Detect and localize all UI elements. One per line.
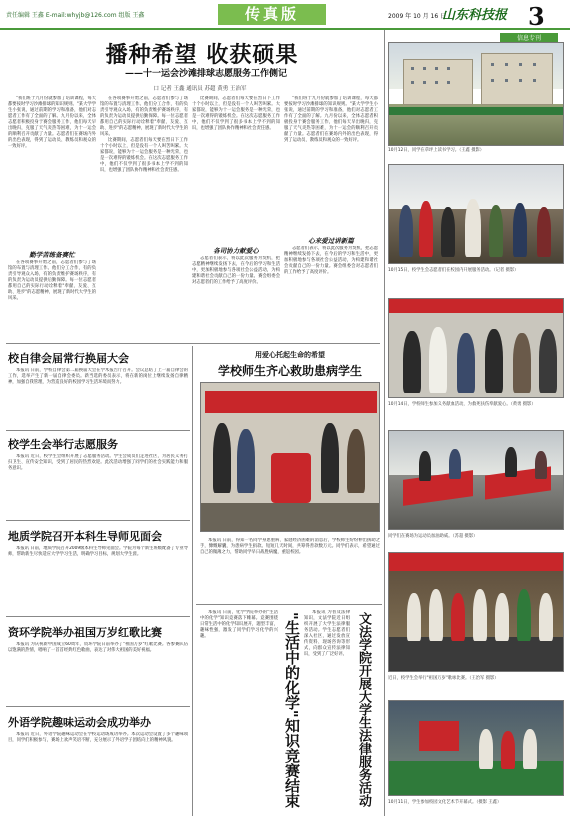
article-body <box>8 732 188 814</box>
lead-paragraph: "我们班于九月份就参加了培训课程，每天都要按时学习沙滩排球的知识规则。"某大学学生小张说，通过前期的学习和准备，他们对志愿者工作有了全面的了解。九月份以来，全体志愿者积极投身于赛会服务工作，他们每天早出晚归，克服了天气炎热等困难，为十一运会的顺利召开贡献了力量。志愿者们在赛场内外的出色表现，得到了运动员、教练员和观众的一致好评。 <box>8 96 96 149</box>
volunteer-photo <box>388 164 564 264</box>
lead-subhead-1: 勤学苦练备赛忙 <box>29 251 75 259</box>
article-text: 本报讯 为庆祝新中国成立60周年，资环学院日前举办了"祖国万岁"红歌比赛。各参赛队伍以饱满的热情，唱响了一首首经典红色歌曲，表达了对伟大祖国的美好祝福。 <box>8 642 188 653</box>
vertical-headline: "生活中的化学"知识竞赛结束 <box>283 612 301 808</box>
lead-paragraph: 志愿者们表示，将以此次服务为契机，把志愿精神继续发扬下去，在今后的学习和生活中，更加积极地参与各项社会公益活动，为构建和谐社会贡献自己的一份力量。赛会组委会对志愿者们的工作给予了高度评价。 <box>284 246 378 275</box>
article-headline: 地质学院召开本科生导师见面会 <box>8 530 162 543</box>
lead-column-3b <box>192 256 280 340</box>
cheering-photo <box>388 430 564 530</box>
lead-subheadline: ——十一运会沙滩排球志愿服务工作侧记 <box>124 69 287 79</box>
lead-paragraph: 志愿者们表示，将以此次服务为契机，把志愿精神继续发扬下去，在今后的学习和生活中，更加积极地参与各项社会公益活动，为构建和谐社会贡献自己的一份力量。赛会组委会对志愿者们的工作给予了高度评价。 <box>192 256 280 285</box>
lead-column-1 <box>8 96 96 248</box>
lead-paragraph: 比赛期间，志愿者们每天要在烈日下工作十个小时以上，但是没有一个人叫苦叫累。大家都说，能够为十一运会服务是一种光荣，也是一次难得的锻炼机会。在这次志愿服务工作中，他们不仅学到了很多书本上学不到的知识，也增强了团队协作精神和社会责任感。 <box>192 96 280 131</box>
photo-caption: 10月12日，同学在草坪上读书学习。（王鑫 摄影） <box>388 148 485 153</box>
lead-paragraph: 在各项赛事开始之前，志愿者们参与了场馆的布置与清理工作。他们分工合作，有的负责引导观众入场，有的负责维护赛场秩序，有的负责为运动员提供后勤保障。每一位志愿者都用自己的实际行动诠释着"奉献、友爱、互助、进步"的志愿精神，展现了新时代大学生的风采。 <box>100 96 188 137</box>
feature-body <box>200 538 380 600</box>
article-text: 本报讯 日前，得知一名同学身患重病、家庭经济困难的消息后，学校师生纷纷伸出援助之手，慷慨解囊，为患病学生捐款。短短几天时间，共筹得善款数万元。同学们表示，希望通过自己的微薄之力，帮助同学早日战胜病魔，重返校园。 <box>200 538 380 555</box>
donation-photo <box>200 382 380 532</box>
article-headline: 校自律会届常行换届大会 <box>8 352 129 365</box>
editor-meta: 责任编辑 王鑫 E-mail:whyjb@126.com 组版 王鑫 <box>6 12 145 19</box>
blood-donation-photo <box>388 298 564 398</box>
photo-caption: 10月11日，学生参加校园文化艺术节开幕式。（摄影 王鑫） <box>388 800 502 805</box>
vertical-headline: 文法学院开展大学生法律服务活动 <box>356 612 371 807</box>
article-text: 本报讯 日前，地质学院召开2009级本科生导师见面会。学院为每个新生班级配备了专业导师，帮助新生尽快适应大学学习生活，明确学习目标，规划大学生涯。 <box>8 546 188 557</box>
lead-column-1b <box>8 260 96 340</box>
divider <box>6 706 190 707</box>
lead-headline: 播种希望 收获硕果 <box>105 42 299 68</box>
article-text: 本报讯 近日，校学生会组织开展了志愿服务活动。学生会成员们走进社区，为居民义务打扫卫生、宣传安全知识，受到了居民的热烈欢迎。此次活动增强了同学们的社会实践能力和服务意识。 <box>8 454 188 471</box>
photo-caption: 10月14日，学校师生参加义务献血活动，为救死扶伤奉献爱心。（黄勇 摄影） <box>388 402 536 407</box>
page-header <box>0 0 570 30</box>
divider <box>6 520 190 521</box>
lead-subhead-3: 心来爱过讲新篇 <box>308 237 354 245</box>
photo-caption: 近日，校学生会举行"祖国万岁"歌咏比赛。（王治军 摄影） <box>388 676 499 681</box>
singing-contest-photo <box>388 552 564 672</box>
lead-column-2 <box>100 96 188 340</box>
article-body <box>8 454 188 514</box>
lead-byline: 口 记者 王鑫 通讯员 苏超 黄勇 王治军 <box>153 86 247 92</box>
culture-festival-photo <box>388 700 564 796</box>
divider <box>6 343 380 344</box>
article-body <box>8 642 188 700</box>
article-headline: 资环学院举办祖国万岁红歌比赛 <box>8 626 162 639</box>
section-banner: 传真版 <box>218 4 326 25</box>
article-text: 本报讯 为普及法律知识，文法学院近日组织开展了大学生法律服务活动。学生志愿者们深入社区，通过发放宣传资料、现场咨询等形式，向群众宣传法律知识，受到了广泛好评。 <box>304 610 350 657</box>
article-text: 本报讯 近日，外语学院趣味运动会在学校运动场成功举办。本次运动会设置了多个趣味项目，同学们积极参与，赛场上欢声笑语不断，充分展示了外语学子团结向上的精神风貌。 <box>8 732 188 743</box>
lead-subhead-2: 各司协力献爱心 <box>213 247 259 255</box>
section-tab: 信息专刊 <box>500 33 558 45</box>
newspaper-logo: 山东科技报 <box>442 8 508 23</box>
divider <box>384 30 385 816</box>
feature-body-col <box>200 610 278 816</box>
article-body <box>8 368 188 428</box>
article-headline: 校学生会举行志愿服务 <box>8 438 118 451</box>
article-headline: 外语学院趣味运动会成功举办 <box>8 716 151 729</box>
feature-headline: 学校师生齐心救助患病学生 <box>217 364 362 378</box>
feature-kicker: 用爱心托起生命的希望 <box>255 350 325 359</box>
divider <box>196 604 382 605</box>
article-body <box>8 546 188 606</box>
article-text: 本报讯 日前，化学学院举办的"生活中的化学"知识竞赛落下帷幕。竞赛围绕日常生活中的化学知识展开，题型丰富，趣味性强，激发了同学们学习化学的兴趣。 <box>200 610 278 639</box>
article-body <box>304 610 350 816</box>
lead-column-4b <box>284 246 378 340</box>
lead-column-3 <box>192 96 280 242</box>
lead-paragraph: "我们班于九月份就参加了培训课程，每天都要按时学习沙滩排球的知识规则。"某大学学生小张说，通过前期的学习和准备，他们对志愿者工作有了全面的了解。九月份以来，全体志愿者积极投身于赛会服务工作，他们每天早出晚归，克服了天气炎热等困难，为十一运会的顺利召开贡献了力量。志愿者们在赛场内外的出色表现，得到了运动员、教练员和观众的一致好评。 <box>284 96 378 143</box>
lead-paragraph: 比赛期间，志愿者们每天要在烈日下工作十个小时以上，但是没有一个人叫苦叫累。大家都说，能够为十一运会服务是一种光荣，也是一次难得的锻炼机会。在这次志愿服务工作中，他们不仅学到了很多书本上学不到的知识，也增强了团队协作精神和社会责任感。 <box>100 138 188 173</box>
divider <box>6 616 190 617</box>
issue-date: 2009 年 10 月 16 日 <box>388 13 447 20</box>
campus-photo <box>388 42 564 146</box>
lead-paragraph: 在各项赛事开始之前，志愿者们参与了场馆的布置与清理工作。他们分工合作，有的负责引导观众入场，有的负责维护赛场秩序，有的负责为运动员提供后勤保障。每一位志愿者都用自己的实际行动诠释着"奉献、友爱、互助、进步"的志愿精神，展现了新时代大学生的风采。 <box>8 260 96 301</box>
photo-caption: 同学们在赛场为运动员加油助威。（苏超 摄影） <box>388 534 478 539</box>
lead-column-4 <box>284 96 378 226</box>
divider <box>6 430 190 431</box>
photo-caption: 10月15日，校学生会志愿者们在校园内开展服务活动。（记者 摄影） <box>388 268 519 273</box>
article-text: 本报讯 日前，学校自律会第二届换届大会在学术报告厅召开。会议总结了上一届自律会的工作，选举产生了新一届自律会委员。新当选的委员表示，将在新的岗位上继续发扬自律精神，加强自我管理，为营造良好的校园学习生活环境而努力。 <box>8 368 188 385</box>
divider <box>192 346 193 816</box>
page-number: 3 <box>528 2 545 31</box>
